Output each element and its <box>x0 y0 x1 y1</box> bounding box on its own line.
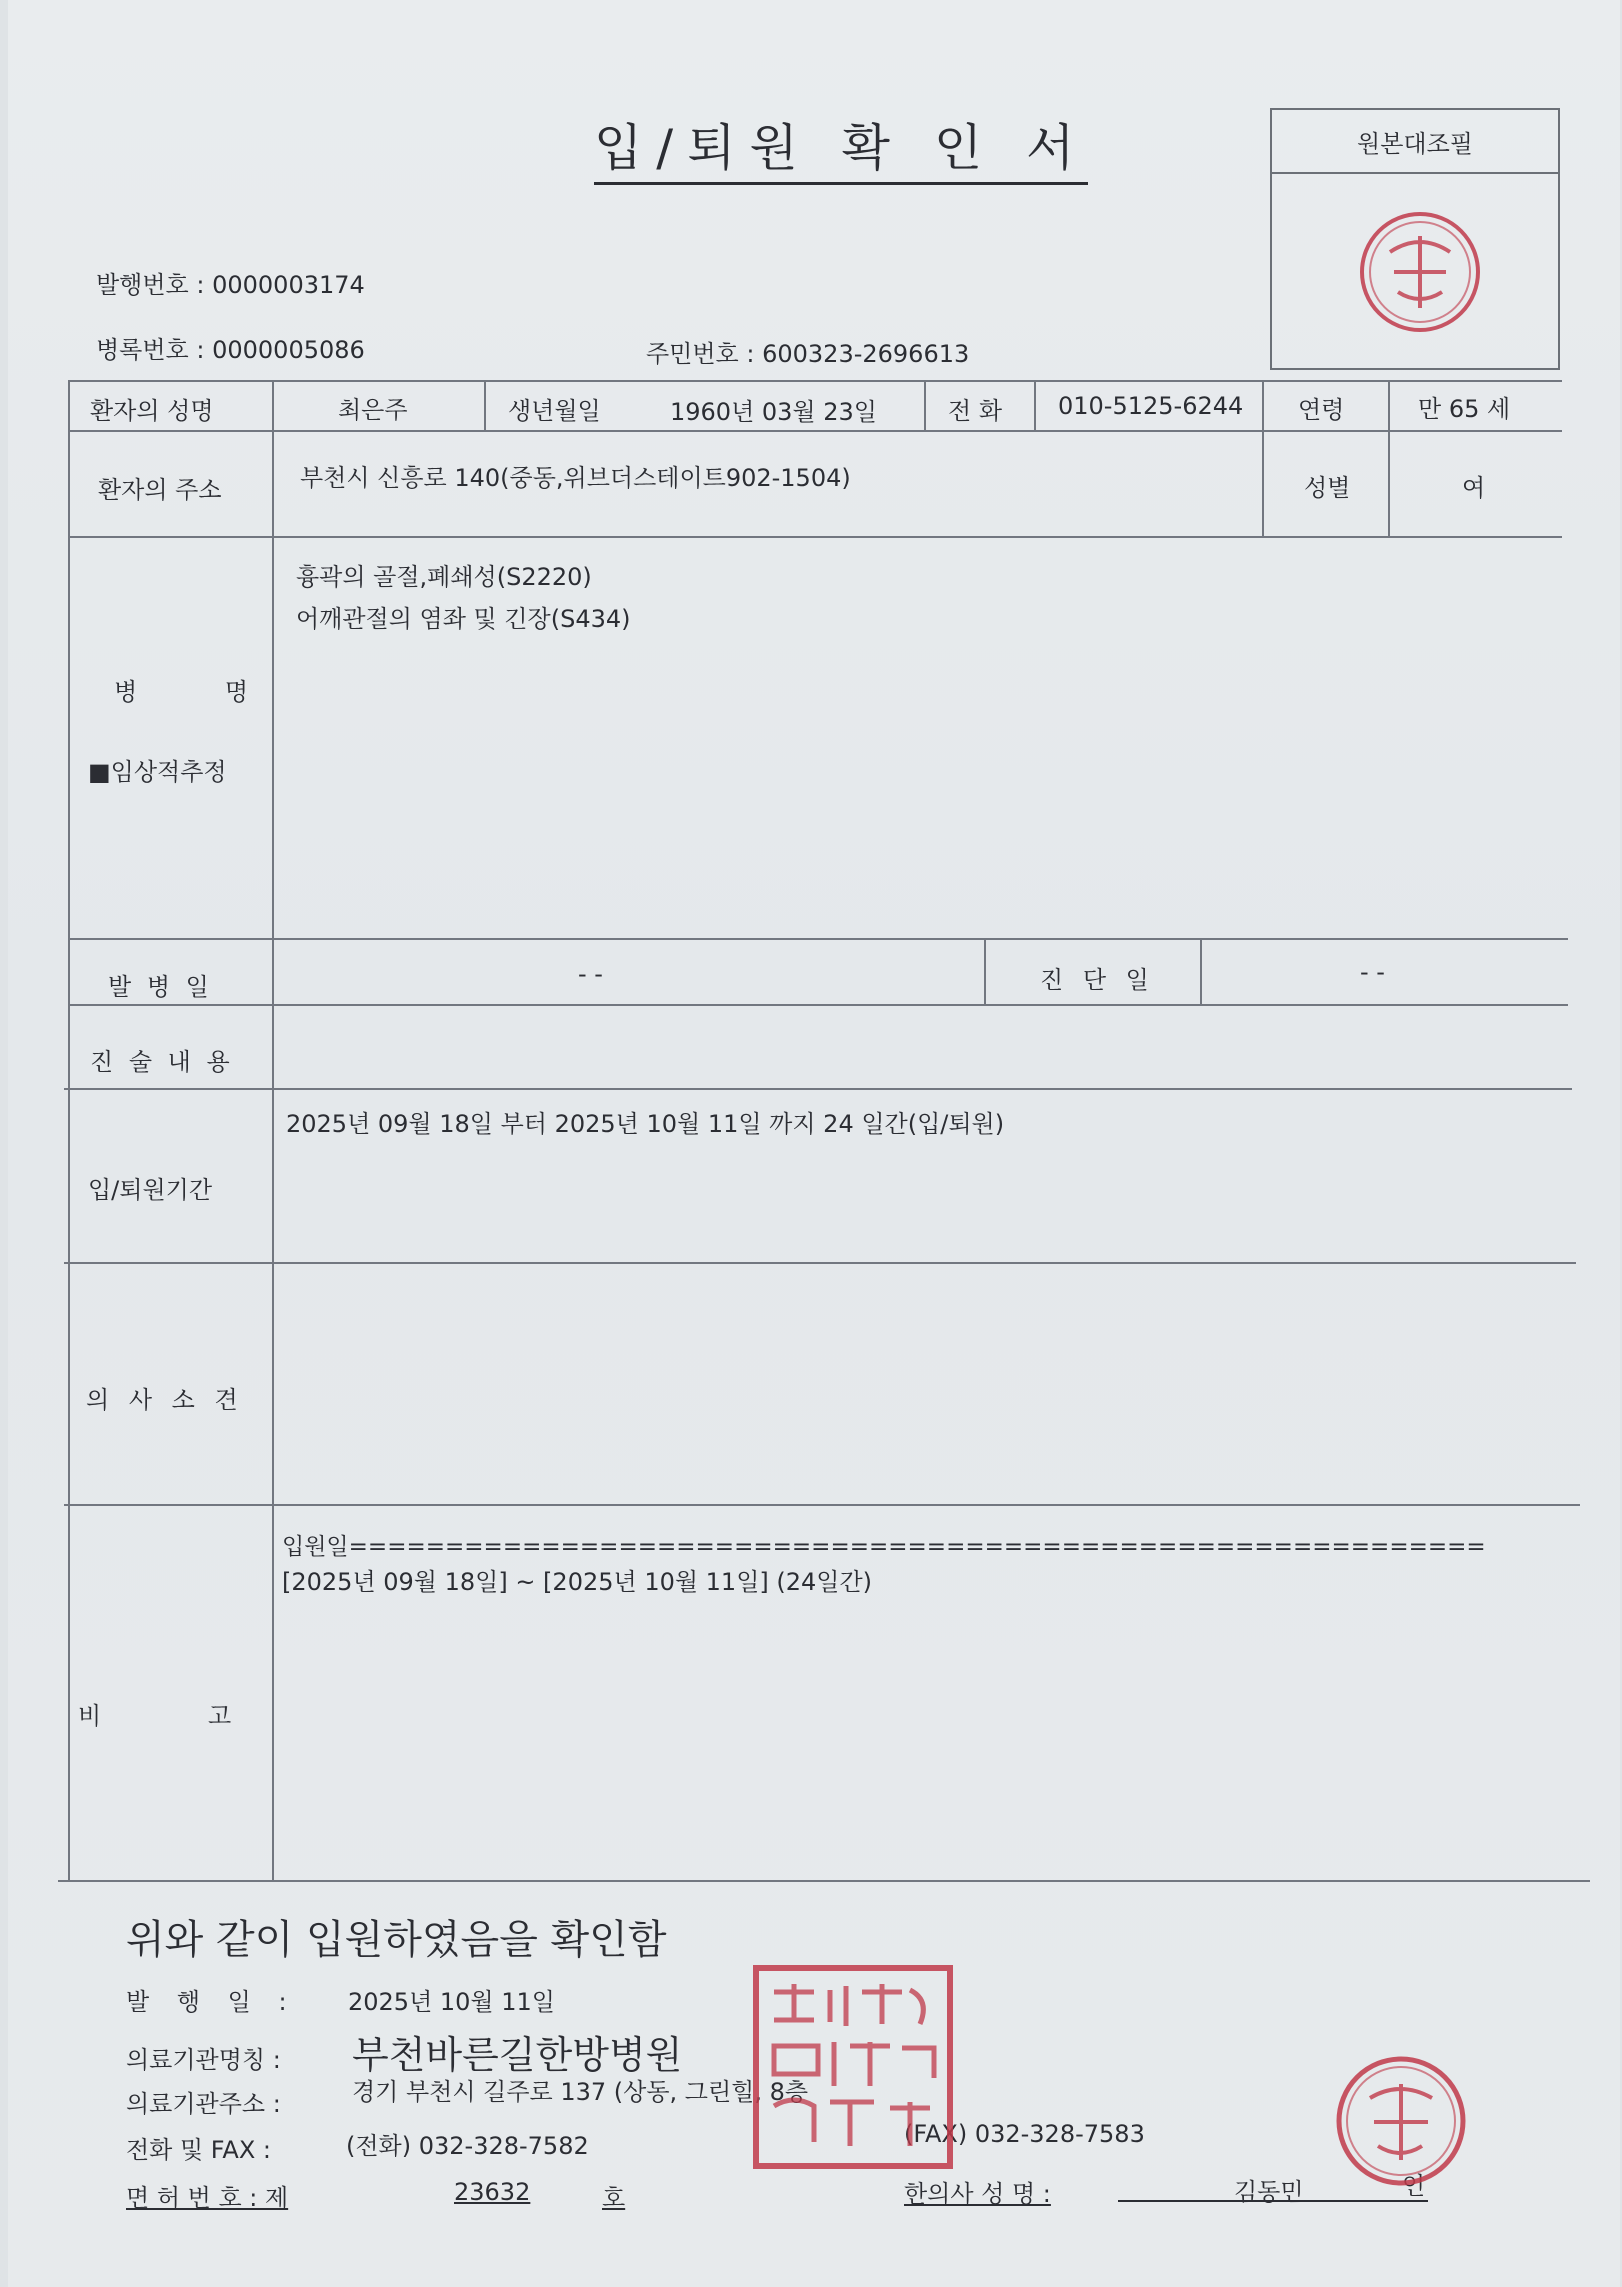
diagnosis-item: 흉곽의 골절,폐쇄성(S2220) <box>296 563 592 591</box>
diagnosis-label: 병 명 <box>114 678 288 706</box>
phone-label: 전 화 <box>948 397 1002 425</box>
doctor-label: 한의사 성 명 : <box>904 2180 1051 2208</box>
doctor-signature-line <box>1118 2200 1428 2202</box>
remarks-label-2: 고 <box>208 1702 232 1730</box>
issue-number-label: 발행번호 : <box>96 271 205 299</box>
doctor-seal-icon <box>1326 2046 1476 2196</box>
period-label: 입/퇴원기간 <box>88 1176 213 1204</box>
remarks-line-1: 입원일=========================================================== <box>282 1534 1486 1560</box>
diagnosis-item: 어깨관절의 염좌 및 긴장(S434) <box>296 605 631 633</box>
telephone: (전화) 032-328-7582 <box>346 2132 589 2160</box>
birth-date: 1960년 03월 23일 <box>670 398 877 426</box>
original-check-box <box>1270 108 1560 370</box>
resident-number-label: 주민번호 : <box>646 340 755 368</box>
original-check-label: 원본대조필 <box>1272 110 1558 174</box>
phone-number: 010-5125-6244 <box>1058 392 1244 420</box>
doctor-name: 김동민 <box>1234 2178 1304 2206</box>
issue-number-value: 0000003174 <box>212 271 365 299</box>
diag-date-value: - - <box>1360 958 1385 986</box>
chart-number-value: 0000005086 <box>212 336 365 364</box>
license-label: 면 허 번 호 : 제 <box>126 2184 289 2212</box>
issue-date-label: 발 행 일 : <box>126 1988 297 2016</box>
diagnosis-sublabel: ■임상적추정 <box>88 758 227 786</box>
institution-name-label: 의료기관명칭 : <box>126 2046 281 2074</box>
birth-label: 생년월일 <box>508 397 601 425</box>
sex-value: 여 <box>1462 474 1486 502</box>
issue-date-value: 2025년 10월 11일 <box>348 1988 555 2016</box>
institution-address-label: 의료기관주소 : <box>126 2090 281 2118</box>
address-value: 부천시 신흥로 140(중동,위브더스테이트902-1504) <box>300 464 851 492</box>
license-suffix: 호 <box>602 2184 626 2212</box>
diagnosis-list <box>296 556 631 640</box>
hospital-seal-icon <box>750 1962 956 2172</box>
fax: (FAX) 032-328-7583 <box>904 2120 1145 2148</box>
license-number: 23632 <box>454 2178 531 2206</box>
opinion-label: 의 사 소 견 <box>86 1386 244 1414</box>
institution-name: 부천바른길한방병원 <box>352 2033 683 2077</box>
chart-number-label: 병록번호 : <box>96 336 205 364</box>
contact-label: 전화 및 FAX : <box>126 2136 271 2164</box>
onset-label: 발 병 일 <box>108 973 213 1001</box>
statement-label: 진 술 내 용 <box>90 1048 234 1076</box>
age-label: 연령 <box>1298 396 1345 424</box>
patient-name-label: 환자의 성명 <box>90 397 214 425</box>
remarks-label-1: 비 <box>78 1702 102 1730</box>
remarks-line-2: [2025년 09월 18일] ~ [2025년 10월 11일] (24일간) <box>282 1568 873 1596</box>
age-value: 만 65 세 <box>1418 395 1511 423</box>
institution-address: 경기 부천시 길주로 137 (상동, 그린힐, 8층 <box>352 2078 809 2106</box>
sex-label: 성별 <box>1304 474 1351 502</box>
chart-number <box>96 330 365 365</box>
issue-number <box>96 265 365 300</box>
document-title: 입/퇴원 확 인 서 <box>594 118 1088 185</box>
confirmation-statement: 위와 같이 입원하였음을 확인함 <box>126 1917 667 1963</box>
original-check-seal-icon <box>1272 174 1558 368</box>
resident-number-value: 600323-2696613 <box>762 340 970 368</box>
onset-value: - - <box>578 960 603 988</box>
address-label: 환자의 주소 <box>98 476 222 504</box>
diag-date-label: 진 단 일 <box>1040 966 1155 994</box>
period-value: 2025년 09월 18일 부터 2025년 10월 11일 까지 24 일간(입/퇴원) <box>286 1110 1005 1138</box>
resident-number <box>646 334 969 369</box>
doctor-seal-suffix: 인 <box>1402 2172 1426 2200</box>
document-sheet <box>8 0 1620 2287</box>
patient-name: 최은주 <box>338 396 408 424</box>
